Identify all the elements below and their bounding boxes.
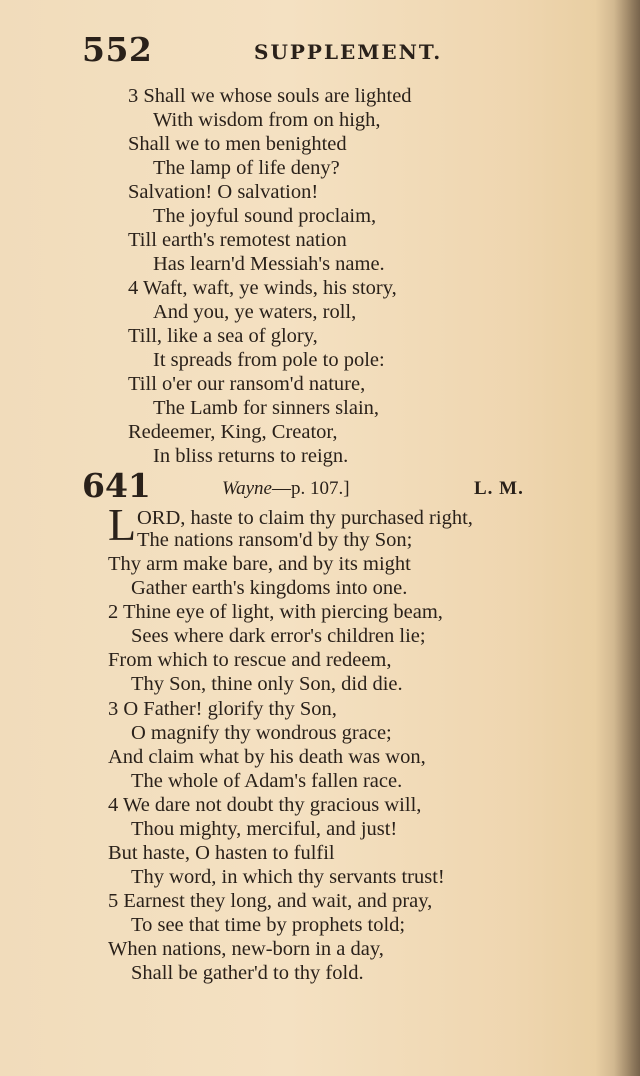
verse-line: Thou mighty, merciful, and just! bbox=[131, 818, 398, 840]
verse-line: Till earth's remotest nation bbox=[128, 229, 347, 251]
verse-line: From which to rescue and redeem, bbox=[108, 649, 392, 671]
verse-line: The lamp of life deny? bbox=[153, 157, 340, 179]
verse-line: 4 Waft, waft, ye winds, his story, bbox=[128, 277, 397, 299]
hymn-meter: L. M. bbox=[474, 478, 524, 499]
verse-line: It spreads from pole to pole: bbox=[153, 349, 385, 371]
verse-line: Redeemer, King, Creator, bbox=[128, 421, 338, 443]
verse-line: Shall we to men benighted bbox=[128, 133, 347, 155]
verse-line-first: ORD, haste to claim thy purchased right, bbox=[137, 507, 473, 529]
verse-line: And claim what by his death was won, bbox=[108, 746, 426, 768]
verse-line: O magnify thy wondrous grace; bbox=[131, 722, 392, 744]
verse-line: Till o'er our ransom'd nature, bbox=[128, 373, 366, 395]
running-head: SUPPLEMENT. bbox=[254, 40, 443, 64]
verse-line: And you, ye waters, roll, bbox=[153, 301, 357, 323]
verse-line: To see that time by prophets told; bbox=[131, 914, 406, 936]
verse-line: Has learn'd Messiah's name. bbox=[153, 253, 385, 275]
drop-cap: L bbox=[108, 499, 137, 550]
verse-line: 2 Thine eye of light, with piercing beam, bbox=[108, 601, 443, 623]
verse-line: With wisdom from on high, bbox=[153, 109, 381, 131]
verse-line: The nations ransom'd by thy Son; bbox=[137, 529, 413, 551]
verse-line: Thy word, in which thy servants trust! bbox=[131, 866, 445, 888]
page-gutter-shadow bbox=[614, 0, 640, 1076]
hymn-641-header bbox=[82, 466, 562, 506]
page-number: 552 bbox=[82, 30, 153, 69]
verse-line: Thy Son, thine only Son, did die. bbox=[131, 673, 403, 695]
verse-line: The Lamb for sinners slain, bbox=[153, 397, 380, 419]
page-header bbox=[82, 30, 582, 70]
tune-reference bbox=[222, 478, 350, 500]
verse-line: Shall be gather'd to thy fold. bbox=[131, 962, 364, 984]
verse-line: 3 O Father! glorify thy Son, bbox=[108, 698, 337, 720]
verse-line: Gather earth's kingdoms into one. bbox=[131, 577, 408, 599]
verse-line: Thy arm make bare, and by its might bbox=[108, 553, 411, 575]
verse-line: 5 Earnest they long, and wait, and pray, bbox=[108, 890, 433, 912]
verse-line: The whole of Adam's fallen race. bbox=[131, 770, 403, 792]
verse-line: Salvation! O salvation! bbox=[128, 181, 319, 203]
verse-line: Sees where dark error's children lie; bbox=[131, 625, 426, 647]
verse-line: But haste, O hasten to fulfil bbox=[108, 842, 335, 864]
tune-name: Wayne bbox=[222, 478, 272, 499]
verse-line: Till, like a sea of glory, bbox=[128, 325, 318, 347]
verse-line: In bliss returns to reign. bbox=[153, 445, 349, 467]
verse-line: 4 We dare not doubt thy gracious will, bbox=[108, 794, 422, 816]
verse-line: The joyful sound proclaim, bbox=[153, 205, 377, 227]
hymn-number: 641 bbox=[82, 466, 151, 505]
verse-line: 3 Shall we whose souls are lighted bbox=[128, 85, 412, 107]
tune-page-ref: —p. 107.] bbox=[271, 478, 350, 499]
verse-line: When nations, new-born in a day, bbox=[108, 938, 384, 960]
